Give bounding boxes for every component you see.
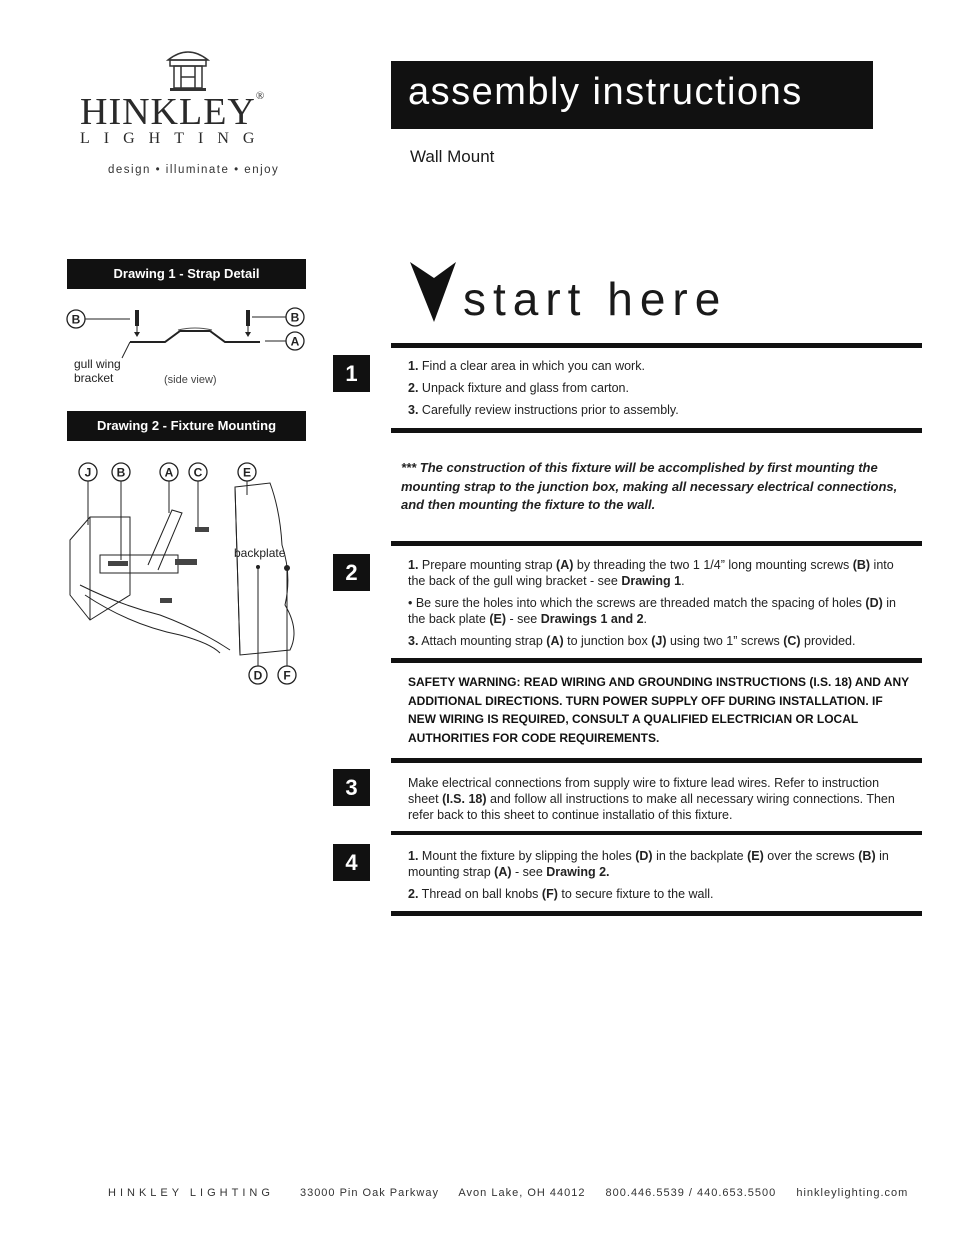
callout-j: J [84, 465, 92, 480]
footer-address: 33000 Pin Oak Parkway [299, 1187, 439, 1199]
screw-left [135, 310, 139, 326]
callout-c: C [193, 465, 203, 480]
step-2-content: 1. Prepare mounting strap (A) by threading the two 1 1/4” long mounting screws (B) into the back of the gull wing bracket - see Drawing 1. • Be sure the holes into which the screws are threaded match the spacing of holes (D) in the back plate (E) - see Drawings 1 and 2. 3. Attach mounting strap (A) to junction box (J) using two 1” screws (C) provided. [408, 558, 896, 648]
footer-city: Avon Lake, OH 44012 [458, 1187, 586, 1199]
gull-wing-label: gull wing [74, 357, 121, 371]
step-4-content: 1. Mount the fixture by slipping the holes (D) in the backplate (E) over the screws (B) in mounting strap (A) - see Drawing 2. 2. Thread on ball knobs (F) to secure fixture to the wall. [408, 849, 889, 901]
start-here-heading: start here [463, 273, 728, 325]
divider [391, 758, 922, 763]
drawing-1-title: Drawing 1 - Strap Detail [67, 259, 306, 289]
page-subtitle: Wall Mount [410, 147, 495, 166]
callout-d: D [253, 668, 263, 683]
step-3-badge: 3 [333, 769, 370, 806]
lantern-logo-icon [160, 46, 216, 92]
footer [108, 1187, 924, 1199]
divider [391, 428, 922, 433]
divider [391, 343, 922, 348]
callout-b-right-label: B [290, 310, 300, 325]
drawing-2-fixture-mounting [60, 455, 320, 695]
step-1-content [408, 358, 913, 424]
brand-tagline: design • illuminate • enjoy [108, 164, 280, 176]
divider [391, 831, 922, 835]
step-1-item: 2. Unpack fixture and glass from carton. [408, 381, 629, 395]
callout-b: B [116, 465, 126, 480]
construction-note: *** The construction of this fixture will be accomplished by first mounting the mounting strap to the junction box, making all necessary electrical connections, and then mounting the fixture to the wall. [401, 460, 898, 512]
footer-website[interactable]: hinkleylighting.com [796, 1187, 909, 1199]
footer-phone: 800.446.5539 / 440.653.5500 [605, 1187, 777, 1199]
step-1-badge: 1 [333, 355, 370, 392]
down-arrow-icon [410, 262, 458, 322]
drawing-2-title: Drawing 2 - Fixture Mounting [67, 411, 306, 441]
gull-wing-bracket [130, 331, 260, 342]
step-2-badge: 2 [333, 554, 370, 591]
callout-a: A [164, 465, 174, 480]
callout-a-label: A [290, 334, 300, 349]
title-bar [391, 61, 873, 129]
footer-company: HINKLEY LIGHTING [108, 1187, 274, 1199]
brand-subtitle: LIGHTING [80, 130, 269, 147]
step-1-item: 3. Carefully review instructions prior to assembly. [408, 403, 679, 417]
step-3-content: Make electrical connections from supply wire to fixture lead wires. Refer to instruction sheet (I.S. 18) and follow all instructions to make all necessary wiring connections. Then refer back to this sheet to continue installatio of this fixture. [408, 776, 895, 822]
callout-b-left-label: B [71, 312, 81, 327]
drawing-1-strap-detail [60, 300, 320, 400]
divider [391, 911, 922, 916]
callout-f: F [283, 668, 291, 683]
step-4-badge: 4 [333, 844, 370, 881]
divider [391, 658, 922, 663]
callout-e: E [242, 465, 252, 480]
page-title: assembly instructions [408, 71, 803, 113]
screw-right [246, 310, 250, 326]
brand-name: HINKLEY® [80, 90, 266, 133]
divider [391, 541, 922, 546]
hinkley-logo [70, 42, 310, 182]
backplate-label: backplate [234, 546, 286, 560]
safety-warning: SAFETY WARNING: READ WIRING AND GROUNDING INSTRUCTIONS (I.S. 18) AND ANY ADDITIONAL DIRECTIONS. TURN POWER SUPPLY OFF DURING INSTALLATION. IF NEW WIRING IS REQUIRED, CONSULT A QUALIFIED ELECTRICIAN OR LOCAL AUTHORITIES FOR CODE REQUIREMENTS. [408, 675, 909, 745]
fixture-mounting-illustration [60, 455, 320, 695]
bracket-label: bracket [74, 371, 114, 385]
step-1-item: 1. Find a clear area in which you can work. [408, 359, 645, 373]
side-view-label: (side view) [164, 374, 217, 386]
start-arrow [410, 262, 458, 327]
